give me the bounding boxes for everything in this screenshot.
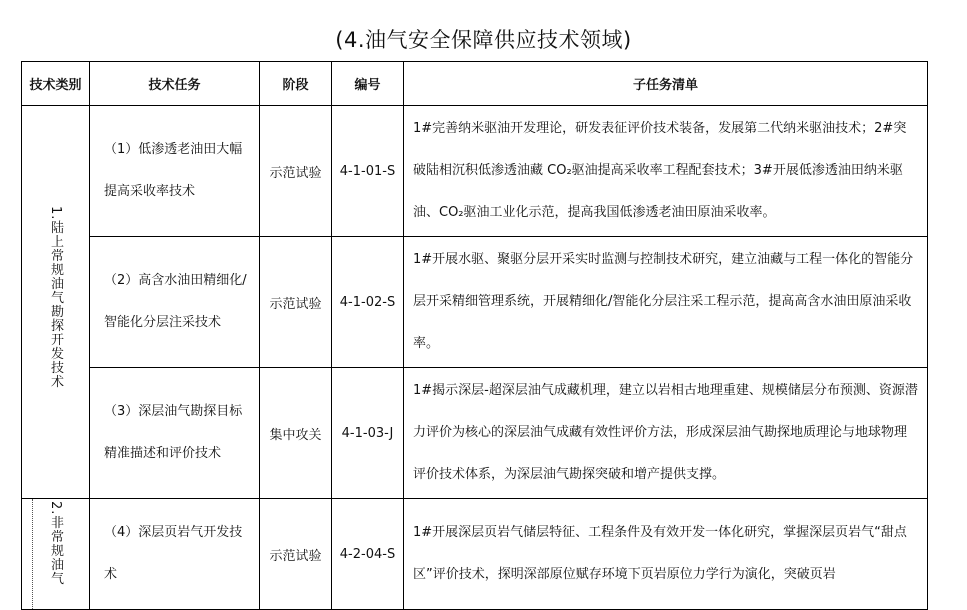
code-cell: 4-1-03-J [332,368,404,499]
subtasks-cell: 1#开展深层页岩气储层特征、工程条件及有效开发一体化研究，掌握深层页岩气“甜点区”评价技术，探明深部原位赋存环境下页岩原位力学行为演化，突破页岩 [404,499,928,610]
stage-cell: 示范试验 [260,237,332,368]
dotted-edge [22,499,33,609]
header-subtasks: 子任务清单 [404,62,928,106]
tech-task-table [21,61,928,610]
task-cell: （3）深层油气勘探目标精准描述和评价技术 [90,368,260,499]
category-label: 1.陆上常规油气勘探开发技术 [48,206,63,389]
table-header-row [22,62,928,106]
table-row [22,106,928,237]
code-cell: 4-2-04-S [332,499,404,610]
table-row [22,368,928,499]
header-code: 编号 [332,62,404,106]
stage-cell: 示范试验 [260,499,332,610]
task-cell: （2）高含水油田精细化/智能化分层注采技术 [90,237,260,368]
subtasks-cell: 1#开展水驱、聚驱分层开采实时监测与控制技术研究，建立油藏与工程一体化的智能分层开采精细管理系统，开展精细化/智能化分层注采工程示范，提高高含水油田原油采收率。 [404,237,928,368]
category-cell [22,499,90,610]
header-task: 技术任务 [90,62,260,106]
subtasks-cell: 1#完善纳米驱油开发理论，研发表征评价技术装备，发展第二代纳米驱油技术；2#突破陆相沉积低渗透油藏 CO₂驱油提高采收率工程配套技术；3#开展低渗透油田纳米驱油、CO₂驱油工业化示范，提高我国低渗透老油田原油采收率。 [404,106,928,237]
header-category: 技术类别 [22,62,90,106]
stage-cell: 示范试验 [260,106,332,237]
table-row [22,237,928,368]
task-cell: （1）低渗透老油田大幅提高采收率技术 [90,106,260,237]
task-cell: （4）深层页岩气开发技术 [90,499,260,610]
code-cell: 4-1-01-S [332,106,404,237]
category-cell [22,106,90,499]
stage-cell: 集中攻关 [260,368,332,499]
subtasks-cell: 1#揭示深层-超深层油气成藏机理，建立以岩相古地理重建、规模储层分布预测、资源潜力评价为核心的深层油气成藏有效性评价方法，形成深层油气勘探地质理论与地球物理评价技术体系，为深层油气勘探突破和增产提供支撑。 [404,368,928,499]
category-label: 2.非常规油气 [48,501,63,586]
page-title: (4.油气安全保障供应技术领域) [335,28,632,52]
header-stage: 阶段 [260,62,332,106]
table-row [22,499,928,610]
code-cell: 4-1-02-S [332,237,404,368]
